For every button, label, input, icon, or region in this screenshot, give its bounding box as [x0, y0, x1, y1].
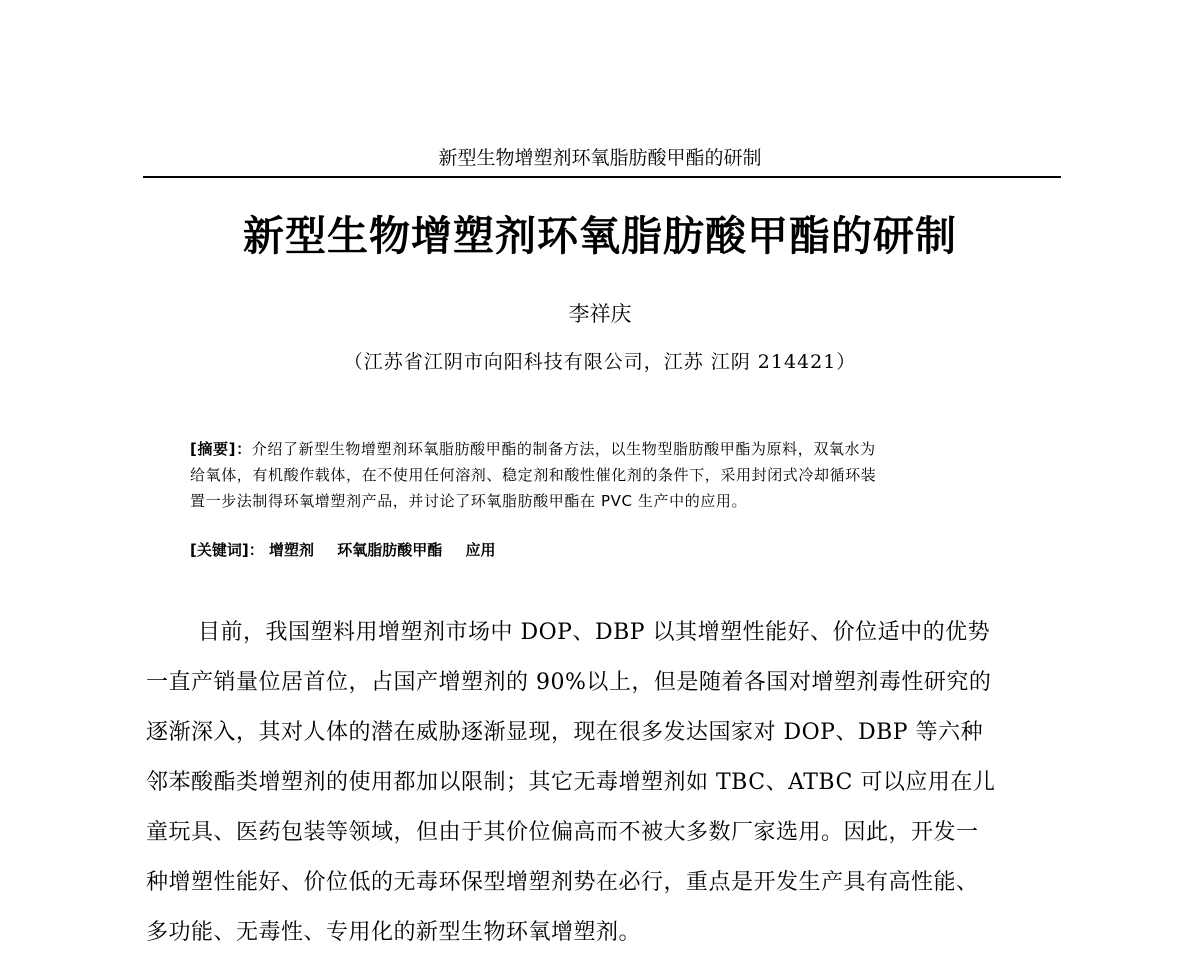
abstract-line: 置一步法制得环氧增塑剂产品，并讨论了环氧脂肪酸甲酯在 PVC 生产中的应用。	[190, 492, 748, 510]
keywords	[190, 537, 513, 563]
header-rule	[143, 176, 1061, 178]
abstract-line: 给氧体，有机酸作载体，在不使用任何溶剂、稳定剂和酸性催化剂的条件下，采用封闭式冷却循环装	[190, 466, 877, 484]
affiliation: （江苏省江阴市向阳科技有限公司，江苏 江阴 214421）	[343, 351, 857, 373]
body-paragraph	[146, 608, 1058, 958]
keyword: 增塑剂	[268, 541, 314, 559]
author: 李祥庆	[568, 302, 632, 326]
abstract-text: 介绍了新型生物增塑剂环氧脂肪酸甲酯的制备方法，以生物型脂肪酸甲酯为原料，双氧水为	[251, 440, 876, 458]
body-line: 种增塑性能好、价位低的无毒环保型增塑剂势在必行，重点是开发生产具有高性能、	[146, 870, 979, 895]
abstract-line	[190, 436, 1030, 462]
abstract-label: [摘要]：	[190, 440, 252, 458]
running-header: 新型生物增塑剂环氧脂肪酸甲酯的研制	[438, 147, 762, 169]
keyword: 应用	[465, 541, 496, 559]
body-line: 邻苯酸酯类增塑剂的使用都加以限制；其它无毒增塑剂如 TBC、ATBC 可以应用在儿	[146, 770, 996, 795]
body-line: 童玩具、医药包装等领域，但由于其价位偏高而不被大多数厂家选用。因此，开发一	[146, 820, 979, 845]
keyword: 环氧脂肪酸甲酯	[337, 541, 443, 559]
body-line: 多功能、无毒性、专用化的新型生物环氧增塑剂。	[146, 920, 642, 945]
body-line: 逐渐深入，其对人体的潜在威胁逐渐显现，现在很多发达国家对 DOP、DBP 等六种	[146, 720, 984, 745]
body-line: 目前，我国塑料用增塑剂市场中 DOP、DBP 以其增塑性能好、价位适中的优势	[198, 620, 991, 645]
keywords-label: [关键词]：	[190, 541, 264, 559]
body-line: 一直产销量位居首位，占国产增塑剂的 90%以上，但是随着各国对增塑剂毒性研究的	[146, 670, 992, 695]
abstract	[190, 436, 1030, 514]
paper-title: 新型生物增塑剂环氧脂肪酸甲酯的研制	[243, 212, 957, 260]
